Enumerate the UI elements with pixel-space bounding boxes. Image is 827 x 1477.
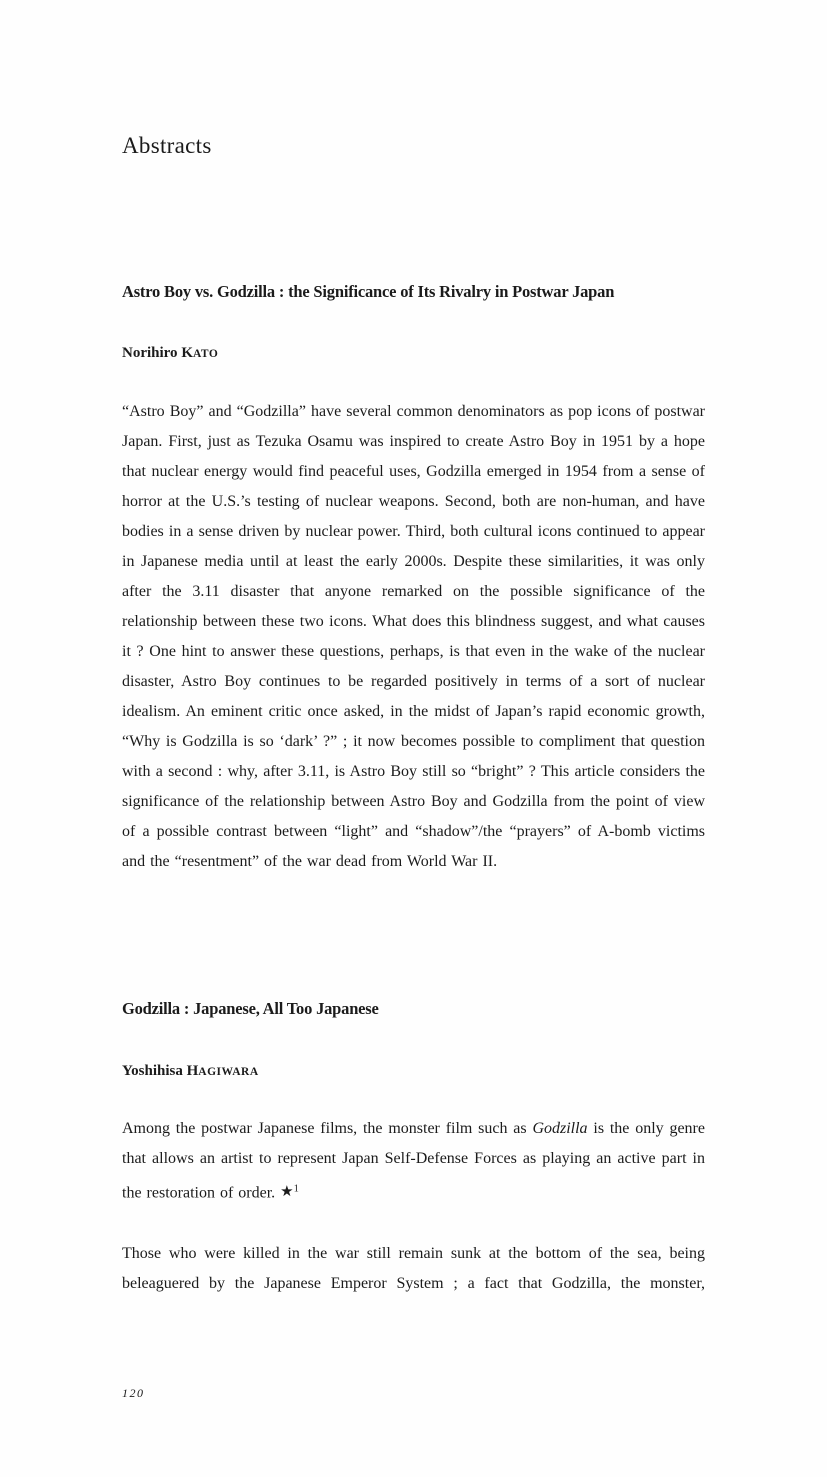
author-family-name: HAGIWARA <box>186 1062 259 1079</box>
body-text: is the only genre that allows an artist to represent Japan Self-Defense Forces as playing an active part in the restoration of order. <box>122 1120 705 1202</box>
page-title: Abstracts <box>122 133 212 158</box>
abstract-body: Those who were killed in the war still remain sunk at the bottom of the sea, being beleaguered by the Japanese Emperor System ; a fact that Godzilla, the monster, <box>122 1244 705 1292</box>
text-column <box>122 0 705 1299</box>
abstract-title: Godzilla : Japanese, All Too Japanese <box>122 998 379 1018</box>
footnote-number: 1 <box>293 1183 299 1195</box>
footnote-marker <box>280 1185 299 1202</box>
author-given-name: Yoshihisa <box>122 1062 183 1079</box>
author-name <box>122 344 705 363</box>
author-given-name: Norihiro <box>122 345 178 362</box>
abstract-body: “Astro Boy” and “Godzilla” have several common denominators as pop icons of postwar Japan. First, just as Tezuka Osamu was inspired to create Astro Boy in 1951 by a hope that nuclear energy would find peaceful uses, Godzilla emerged in 1954 from a sense of horror at the U.S.’s testing of nuclear weapons. Second, both are non-human, and have bodies in a sense driven by nuclear power. Third, both cultural icons continued to appear in Japanese media until at least the early 2000s. Despite these similarities, it was only after the 3.11 disaster that anyone remarked on the possible significance of the relationship between these two icons. What does this blindness suggest, and what causes it ? One hint to answer these questions, perhaps, is that even in the wake of the nuclear disaster, Astro Boy continues to be regarded positively in terms of a sort of nuclear idealism. An eminent critic once asked, in the midst of Japan’s rapid economic growth, “Why is Godzilla is so ‘dark’ ?” ; it now becomes possible to compliment that question with a second : why, after 3.11, is Astro Boy still so “bright” ? This article considers the significance of the relationship between Astro Boy and Godzilla from the point of view of a possible contrast between “light” and “shadow”/the “prayers” of A-bomb victims and the “resentment” of the war dead from World War II. <box>122 402 705 870</box>
author-family-name: KATO <box>181 345 219 362</box>
star-icon: ★ <box>280 1183 294 1200</box>
abstract-entry-1 <box>122 282 705 877</box>
abstract-entry-2 <box>122 999 705 1299</box>
film-title-italic: Godzilla <box>532 1120 588 1138</box>
body-text: Among the postwar Japanese films, the monster film such as <box>122 1120 533 1138</box>
abstract-body <box>122 1114 705 1208</box>
abstract-title: Astro Boy vs. Godzilla : the Significance of Its Rivalry in Postwar Japan <box>122 281 615 301</box>
page-number: 120 <box>122 1386 145 1400</box>
author-name <box>122 1062 705 1081</box>
